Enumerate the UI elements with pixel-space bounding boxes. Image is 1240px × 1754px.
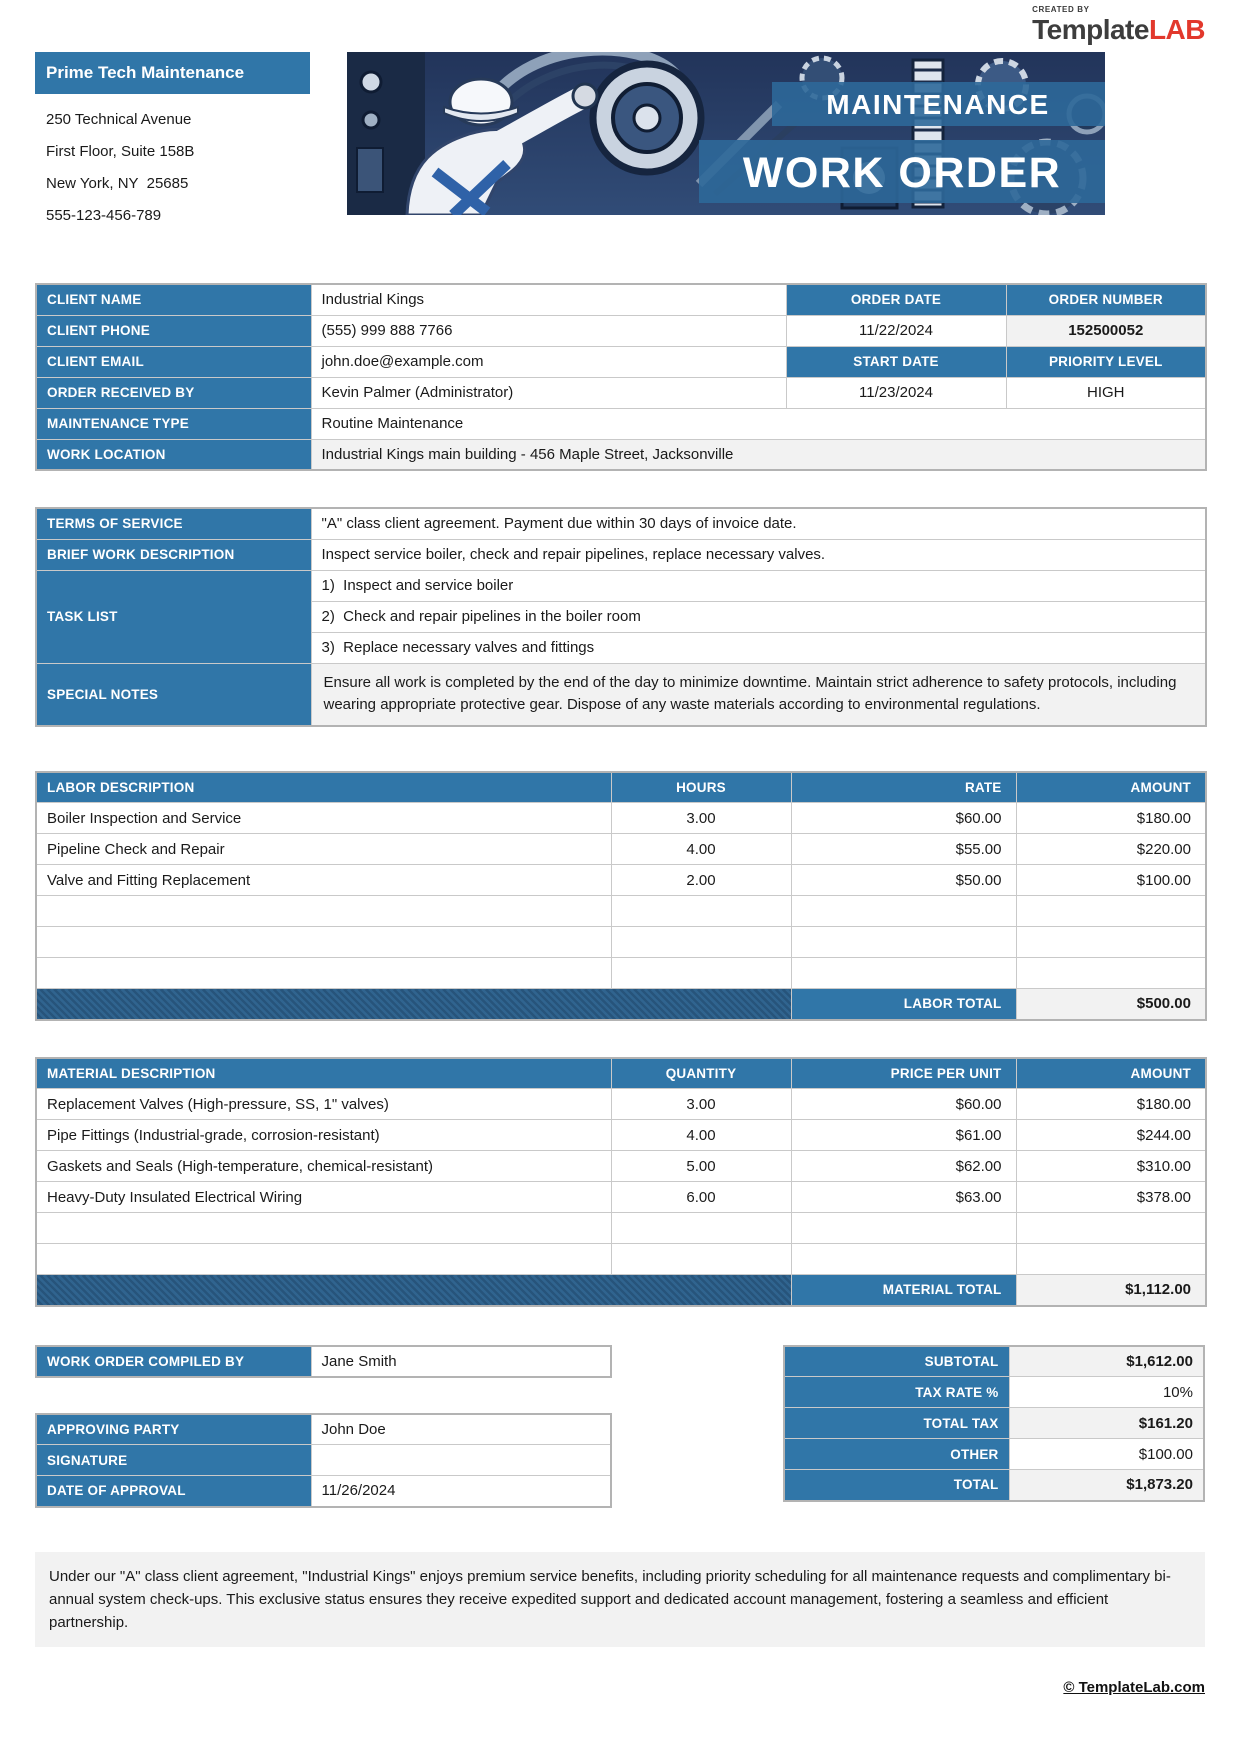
labor-description-cell [36, 958, 611, 989]
work-location-label: WORK LOCATION [36, 439, 311, 470]
table-row [784, 1470, 1204, 1501]
labor-rate-cell: $55.00 [791, 834, 1016, 865]
client-email-value: john.doe@example.com [311, 346, 786, 377]
quantity-header: QUANTITY [611, 1058, 791, 1089]
banner-title-work-order: WORK ORDER [742, 149, 1062, 197]
material-quantity-cell [611, 1244, 791, 1275]
total-value: $1,873.20 [1009, 1470, 1204, 1501]
other-label: OTHER [784, 1439, 1009, 1470]
signature-label: SIGNATURE [36, 1445, 311, 1476]
labor-amount-cell [1016, 958, 1206, 989]
amount-header: AMOUNT [1016, 772, 1206, 803]
material-table-body [36, 1089, 1206, 1275]
table-row [36, 284, 1206, 315]
labor-total-hatch [36, 989, 791, 1020]
compiled-by-table [35, 1345, 612, 1378]
client-phone-label: CLIENT PHONE [36, 315, 311, 346]
material-header-row [36, 1058, 1206, 1089]
approving-party-value: John Doe [311, 1414, 611, 1445]
material-table [35, 1057, 1207, 1307]
table-row [36, 1445, 611, 1476]
labor-description-cell [36, 927, 611, 958]
material-total-value: $1,112.00 [1016, 1275, 1206, 1306]
agreement-note: Under our "A" class client agreement, "Industrial Kings" enjoys premium service benefits, including priority scheduling for all maintenance requests and complimentary bi-annual system check-ups. This exclusive status ensures they receive expedited support and dedicated account management, fostering a seamless and efficient partnership. [35, 1552, 1205, 1648]
signoff-spacer [35, 1378, 610, 1413]
material-row [36, 1089, 1206, 1120]
brief-work-description-label: BRIEF WORK DESCRIPTION [36, 539, 311, 570]
banner [347, 52, 1105, 215]
labor-amount-cell: $220.00 [1016, 834, 1206, 865]
table-row [784, 1377, 1204, 1408]
labor-description-header: LABOR DESCRIPTION [36, 772, 611, 803]
order-date-value: 11/22/2024 [786, 315, 1006, 346]
material-description-cell: Pipe Fittings (Industrial-grade, corrosion-resistant) [36, 1120, 611, 1151]
material-description-header: MATERIAL DESCRIPTION [36, 1058, 611, 1089]
date-of-approval-label: DATE OF APPROVAL [36, 1476, 311, 1507]
material-quantity-cell: 3.00 [611, 1089, 791, 1120]
special-notes-label: SPECIAL NOTES [36, 663, 311, 726]
company-address-line: New York, NY 25685 [46, 175, 189, 192]
logo-brand-template: Template [1032, 14, 1149, 45]
material-row [36, 1151, 1206, 1182]
material-quantity-cell: 4.00 [611, 1120, 791, 1151]
table-row [36, 663, 1206, 726]
tax-rate-value: 10% [1009, 1377, 1204, 1408]
client-name-value: Industrial Kings [311, 284, 786, 315]
material-amount-cell [1016, 1213, 1206, 1244]
labor-row [36, 896, 1206, 927]
labor-total-row [36, 989, 1206, 1020]
brief-work-description-value: Inspect service boiler, check and repair pipelines, replace necessary valves. [311, 539, 1206, 570]
labor-hours-cell [611, 927, 791, 958]
material-total-hatch [36, 1275, 791, 1306]
company-name: Prime Tech Maintenance [35, 52, 310, 94]
material-price-cell: $63.00 [791, 1182, 1016, 1213]
logo-created-by: CREATED BY [1032, 5, 1090, 14]
task-list-item: 1) Inspect and service boiler [311, 570, 1206, 601]
labor-rate-cell [791, 896, 1016, 927]
material-description-cell: Heavy-Duty Insulated Electrical Wiring [36, 1182, 611, 1213]
labor-row [36, 958, 1206, 989]
material-row [36, 1244, 1206, 1275]
labor-hours-cell [611, 958, 791, 989]
maintenance-type-label: MAINTENANCE TYPE [36, 408, 311, 439]
material-quantity-cell [611, 1213, 791, 1244]
templatelab-link[interactable]: © TemplateLab.com [1063, 1679, 1205, 1697]
company-address-line: First Floor, Suite 158B [46, 143, 195, 160]
material-price-cell: $60.00 [791, 1089, 1016, 1120]
labor-description-cell: Boiler Inspection and Service [36, 803, 611, 834]
special-notes-value: Ensure all work is completed by the end of the day to minimize downtime. Maintain strict adherence to safety protocols, including wearing appropriate protective gear. Dispose of any waste materials according to environmental regulations. [311, 663, 1206, 726]
material-description-cell: Gaskets and Seals (High-temperature, chemical-resistant) [36, 1151, 611, 1182]
rate-header: RATE [791, 772, 1016, 803]
labor-amount-cell [1016, 896, 1206, 927]
labor-row [36, 927, 1206, 958]
labor-header-row [36, 772, 1206, 803]
task-list-item: 3) Replace necessary valves and fittings [311, 632, 1206, 663]
priority-level-label: PRIORITY LEVEL [1006, 346, 1206, 377]
approval-table [35, 1413, 612, 1508]
priority-level-value: HIGH [1006, 377, 1206, 408]
company-address [35, 94, 310, 224]
table-row [36, 315, 1206, 346]
table-row [784, 1439, 1204, 1470]
company-address-line: 250 Technical Avenue [46, 111, 192, 128]
order-number-value: 152500052 [1006, 315, 1206, 346]
labor-total-value: $500.00 [1016, 989, 1206, 1020]
material-description-cell: Replacement Valves (High-pressure, SS, 1" valves) [36, 1089, 611, 1120]
table-row [36, 377, 1206, 408]
order-received-by-label: ORDER RECEIVED BY [36, 377, 311, 408]
table-row [36, 408, 1206, 439]
order-received-by-value: Kevin Palmer (Administrator) [311, 377, 786, 408]
amount-header: AMOUNT [1016, 1058, 1206, 1089]
start-date-value: 11/23/2024 [786, 377, 1006, 408]
signature-field [311, 1445, 611, 1476]
compiled-by-value: Jane Smith [311, 1346, 611, 1377]
banner-illustration [347, 52, 1105, 215]
maintenance-type-value: Routine Maintenance [311, 408, 1206, 439]
footer [35, 1679, 1205, 1697]
material-description-cell [36, 1244, 611, 1275]
material-price-cell [791, 1213, 1016, 1244]
material-row [36, 1182, 1206, 1213]
labor-description-cell [36, 896, 611, 927]
table-row [36, 1414, 611, 1445]
approving-party-label: APPROVING PARTY [36, 1414, 311, 1445]
hours-header: HOURS [611, 772, 791, 803]
labor-amount-cell: $180.00 [1016, 803, 1206, 834]
table-row [36, 508, 1206, 539]
subtotal-label: SUBTOTAL [784, 1346, 1009, 1377]
labor-row [36, 803, 1206, 834]
table-row [36, 570, 1206, 601]
other-value: $100.00 [1009, 1439, 1204, 1470]
signoff-left [35, 1345, 610, 1508]
compiled-by-label: WORK ORDER COMPILED BY [36, 1346, 311, 1377]
material-total-label: MATERIAL TOTAL [791, 1275, 1016, 1306]
table-row [36, 1346, 611, 1377]
company-phone: 555-123-456-789 [46, 207, 162, 224]
labor-description-cell: Pipeline Check and Repair [36, 834, 611, 865]
templatelab-logo [1032, 6, 1205, 44]
material-quantity-cell: 6.00 [611, 1182, 791, 1213]
header [35, 52, 1205, 239]
task-list-item: 2) Check and repair pipelines in the boiler room [311, 601, 1206, 632]
material-row [36, 1213, 1206, 1244]
total-tax-value: $161.20 [1009, 1408, 1204, 1439]
labor-hours-cell: 2.00 [611, 865, 791, 896]
labor-hours-cell [611, 896, 791, 927]
table-row [784, 1408, 1204, 1439]
price-per-unit-header: PRICE PER UNIT [791, 1058, 1016, 1089]
order-number-label: ORDER NUMBER [1006, 284, 1206, 315]
totals-table [783, 1345, 1205, 1502]
labor-amount-cell: $100.00 [1016, 865, 1206, 896]
client-email-label: CLIENT EMAIL [36, 346, 311, 377]
material-total-row [36, 1275, 1206, 1306]
material-amount-cell [1016, 1244, 1206, 1275]
client-name-label: CLIENT NAME [36, 284, 311, 315]
labor-hours-cell: 3.00 [611, 803, 791, 834]
labor-rate-cell: $50.00 [791, 865, 1016, 896]
labor-table [35, 771, 1207, 1021]
client-info-table [35, 283, 1207, 471]
service-details-table [35, 507, 1207, 727]
material-row [36, 1120, 1206, 1151]
material-quantity-cell: 5.00 [611, 1151, 791, 1182]
company-block [35, 52, 310, 239]
material-price-cell: $62.00 [791, 1151, 1016, 1182]
start-date-label: START DATE [786, 346, 1006, 377]
table-row [36, 1476, 611, 1507]
material-description-cell [36, 1213, 611, 1244]
task-list-label: TASK LIST [36, 570, 311, 663]
material-amount-cell: $378.00 [1016, 1182, 1206, 1213]
table-row [36, 346, 1206, 377]
client-phone-value: (555) 999 888 7766 [311, 315, 786, 346]
labor-amount-cell [1016, 927, 1206, 958]
material-amount-cell: $310.00 [1016, 1151, 1206, 1182]
material-price-cell: $61.00 [791, 1120, 1016, 1151]
labor-total-label: LABOR TOTAL [791, 989, 1016, 1020]
material-price-cell [791, 1244, 1016, 1275]
labor-table-body [36, 803, 1206, 989]
labor-rate-cell: $60.00 [791, 803, 1016, 834]
logo-brand [1032, 14, 1205, 45]
signoff-section [35, 1345, 1205, 1508]
logo-brand-lab: LAB [1148, 14, 1205, 45]
labor-row [36, 834, 1206, 865]
work-location-value: Industrial Kings main building - 456 Maple Street, Jacksonville [311, 439, 1206, 470]
subtotal-value: $1,612.00 [1009, 1346, 1204, 1377]
labor-description-cell: Valve and Fitting Replacement [36, 865, 611, 896]
labor-rate-cell [791, 958, 1016, 989]
tax-rate-label: TAX RATE % [784, 1377, 1009, 1408]
terms-of-service-label: TERMS OF SERVICE [36, 508, 311, 539]
labor-hours-cell: 4.00 [611, 834, 791, 865]
banner-title-maintenance: MAINTENANCE [826, 89, 1050, 120]
logo-row [35, 6, 1205, 46]
terms-of-service-value: "A" class client agreement. Payment due within 30 days of invoice date. [311, 508, 1206, 539]
total-tax-label: TOTAL TAX [784, 1408, 1009, 1439]
order-date-label: ORDER DATE [786, 284, 1006, 315]
labor-rate-cell [791, 927, 1016, 958]
material-amount-cell: $180.00 [1016, 1089, 1206, 1120]
date-of-approval-value: 11/26/2024 [311, 1476, 611, 1507]
labor-row [36, 865, 1206, 896]
table-row [36, 539, 1206, 570]
table-row [36, 439, 1206, 470]
table-row [784, 1346, 1204, 1377]
material-amount-cell: $244.00 [1016, 1120, 1206, 1151]
total-label: TOTAL [784, 1470, 1009, 1501]
